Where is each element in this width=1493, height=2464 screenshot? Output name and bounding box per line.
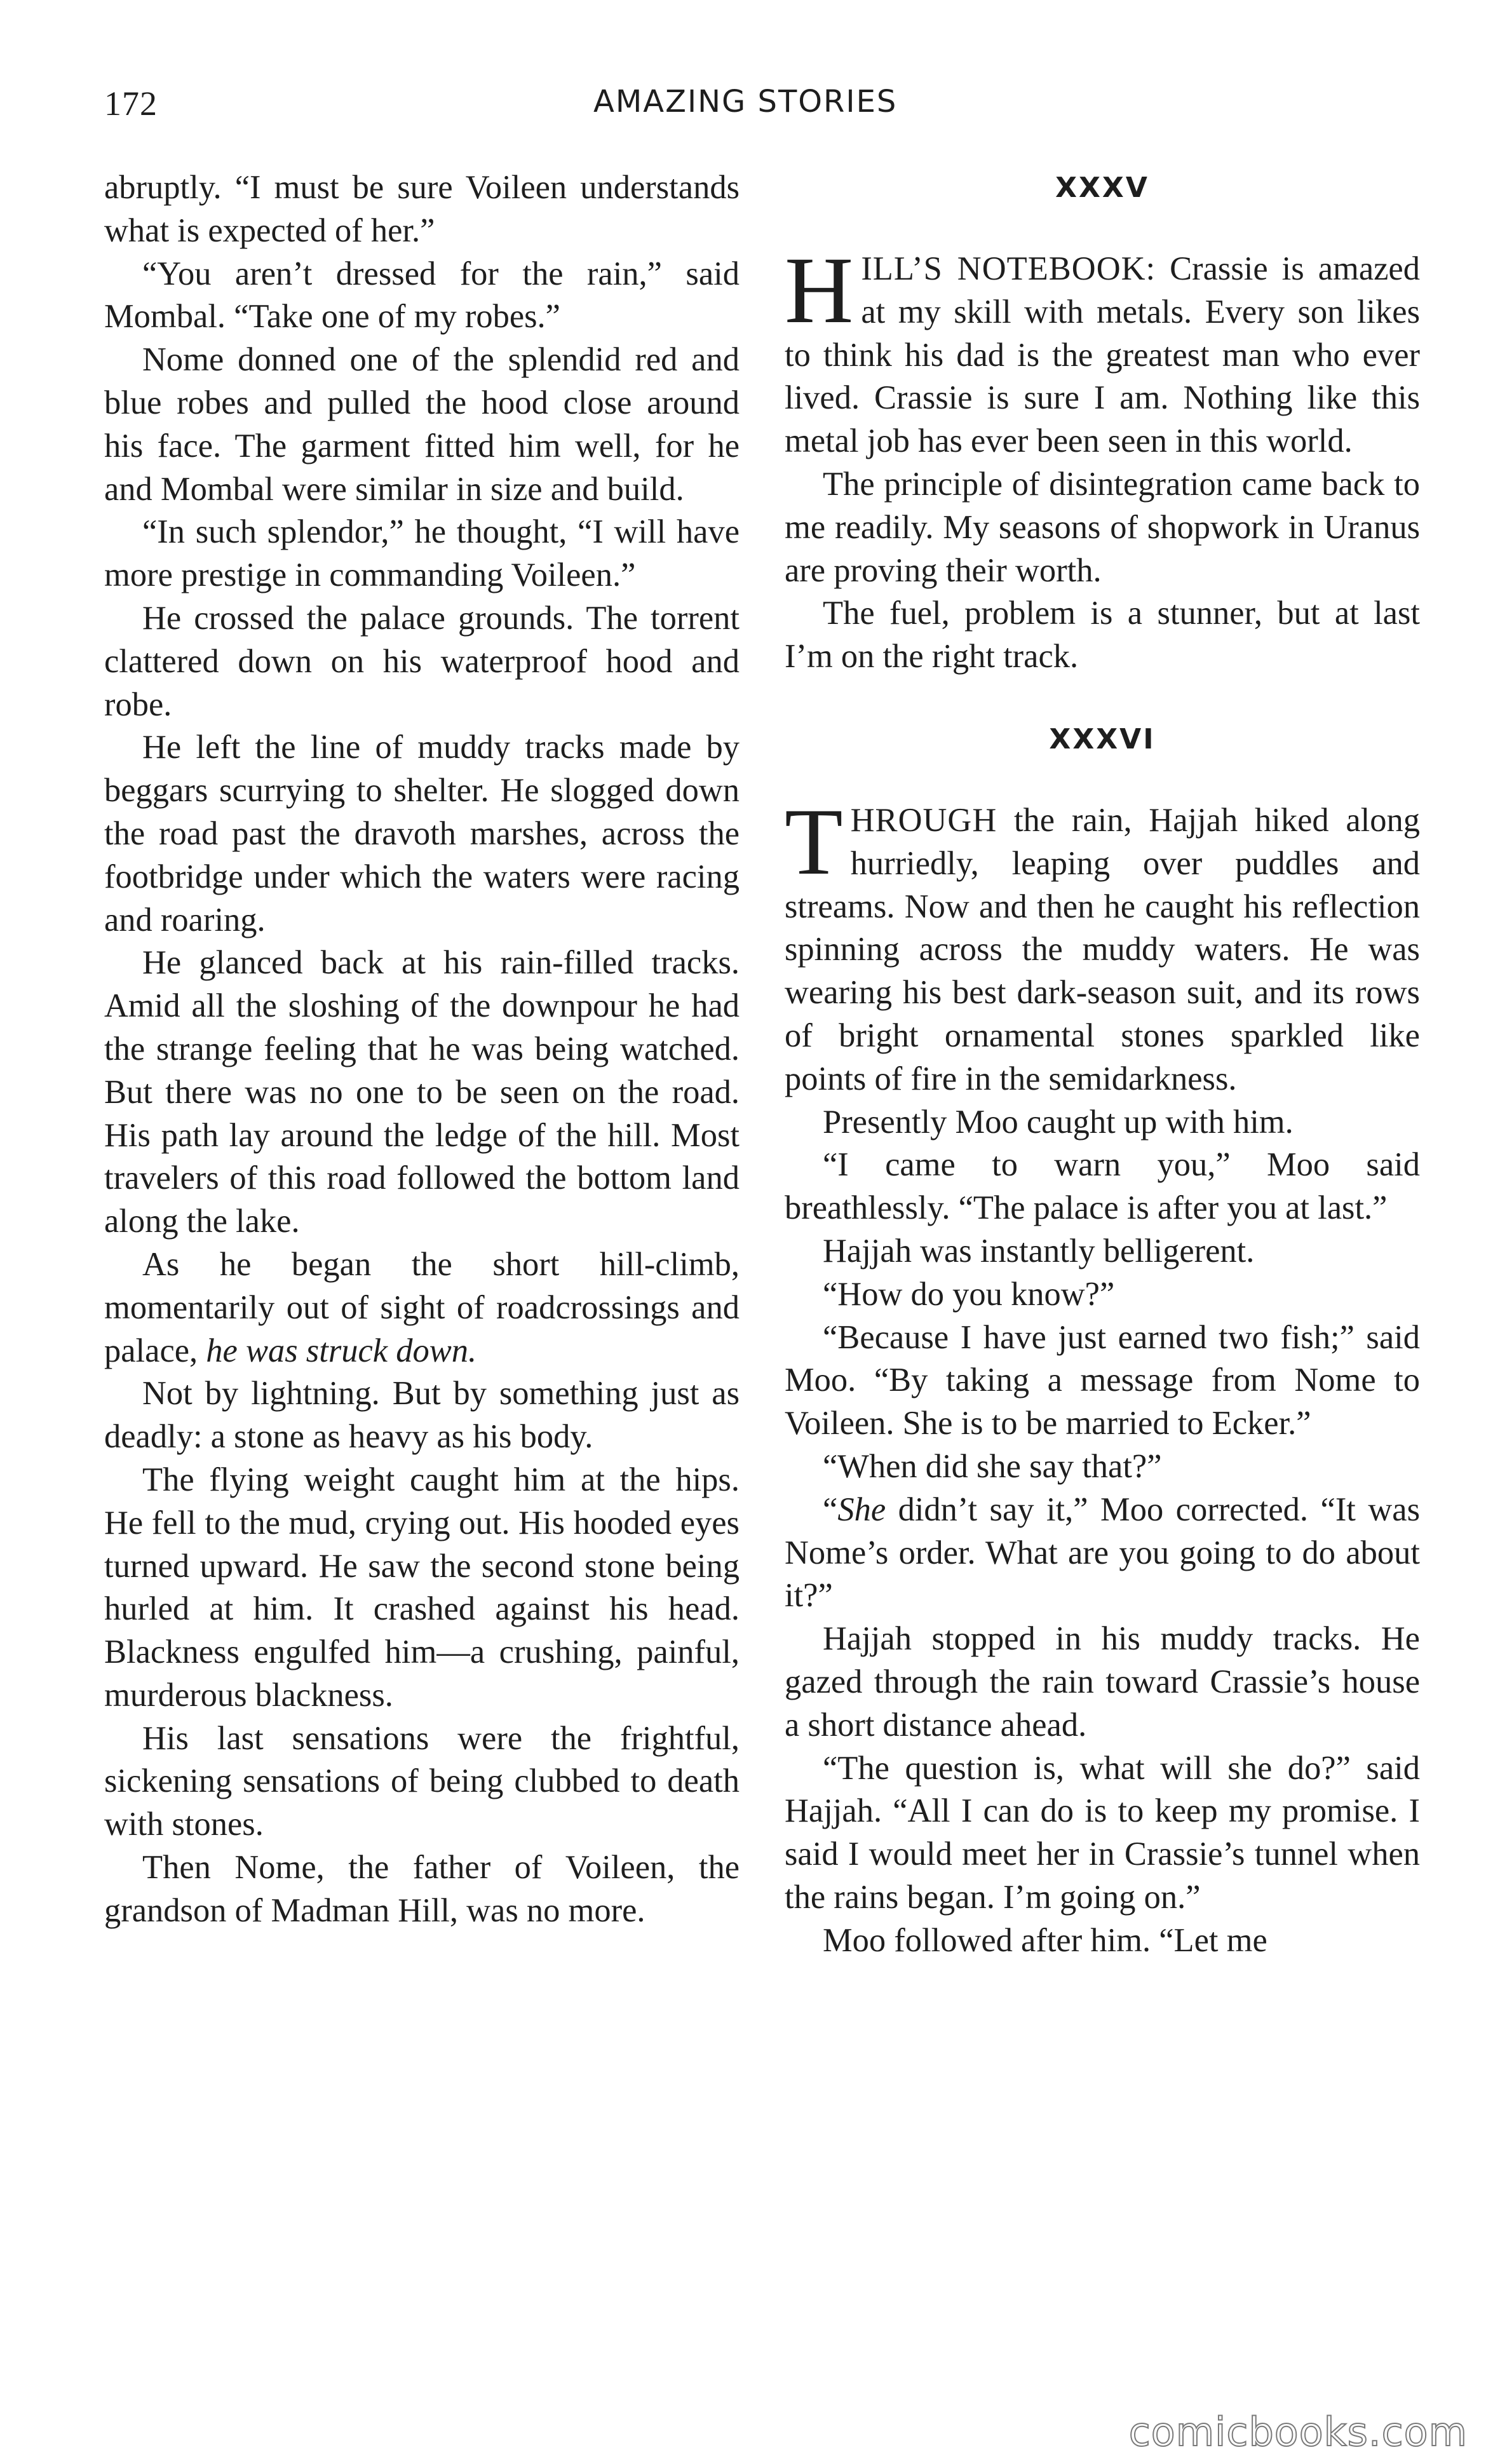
- text-run: the rain, Hajjah hiked along hurriedly, leaping over puddles and streams. Now and then he caught his reflection spinning across the muddy waters. He was wearing his best dark-season suit, and its rows of bright ornamental stones sparkled like points of fire in the semidarkness.: [785, 801, 1420, 1097]
- paragraph: “Because I have just earned two fish;” said Moo. “By taking a message from Nome to Voileen. She is to be married to Ecker.”: [785, 1318, 1420, 1442]
- paragraph: Hajjah stopped in his muddy tracks. He gazed through the rain toward Crassie’s house a short distance ahead.: [785, 1620, 1420, 1743]
- chapter-35-opening: [785, 238, 1420, 463]
- paragraph: He left the line of muddy tracks made by beggars scurrying to shelter. He slogged down the road past the dravoth marshes, across the footbridge under which the waters were racing and roaring.: [104, 729, 740, 938]
- paragraph: Moo followed after him. “Let me: [823, 1921, 1267, 1959]
- text-run: didn’t say it,” Moo corrected. “It was Nome’s order. What are you going to do about it?”: [785, 1491, 1420, 1614]
- drop-cap: T: [785, 789, 843, 895]
- paragraph: Then Nome, the father of Voileen, the grandson of Madman Hill, was no more.: [104, 1849, 740, 1929]
- lead-caps: HROUGH: [850, 801, 997, 839]
- paragraph: The principle of disintegration came back to me readily. My seasons of shopwork in Uranus are proving their worth.: [785, 465, 1420, 589]
- right-column: [785, 166, 1420, 1962]
- paragraph: Hajjah was instantly belligerent.: [823, 1232, 1255, 1269]
- paragraph: He crossed the palace grounds. The torrent clattered down on his waterproof hood and robe.: [104, 599, 740, 723]
- paragraph: “How do you know?”: [823, 1275, 1115, 1313]
- text-run: Crassie is amazed at my skill with metals. Every son likes to think his dad is the greatest man who ever lived. Crassie is sure I am. Nothing like this metal job has ever been seen in this world.: [785, 250, 1420, 460]
- she-paragraph: [785, 1489, 1420, 1618]
- struck-down-paragraph: [104, 1243, 740, 1372]
- paragraph: abruptly. “I must be sure Voileen understands what is expected of her.”: [104, 169, 740, 249]
- page-header: [104, 84, 1419, 135]
- watermark: comicbooks.com: [1128, 2409, 1468, 2455]
- paragraph: “In such splendor,” he thought, “I will have more prestige in commanding Voileen.”: [104, 513, 740, 594]
- paragraph: “The question is, what will she do?” said Hajjah. “All I can do is to keep my promise. I said I would meet her in Crassie’s tunnel when the rains began. I’m going on.”: [785, 1749, 1420, 1916]
- running-head: AMAZING STORIES: [593, 84, 898, 119]
- page-number: 172: [104, 85, 158, 123]
- italic-text: She: [837, 1491, 886, 1528]
- text-run: As he began the short hill-climb, momentarily out of sight of roadcrossings and palace,: [104, 1245, 740, 1369]
- chapter-heading-35: XXXV: [1055, 172, 1149, 204]
- chapter-heading-36: XXXVI: [1049, 722, 1156, 755]
- paragraph: Nome donned one of the splendid red and blue robes and pulled the hood close around his face. The garment fitted him well, for he and Mombal were similar in size and build.: [104, 341, 740, 508]
- chapter-36-opening: [785, 789, 1420, 1101]
- paragraph: Presently Moo caught up with him.: [823, 1103, 1294, 1141]
- paragraph: “When did she say that?”: [823, 1447, 1162, 1485]
- lead-caps: ILL’S NOTEBOOK:: [861, 250, 1156, 287]
- text-run: “: [823, 1491, 838, 1528]
- paragraph: Not by lightning. But by something just as deadly: a stone as heavy as his body.: [104, 1375, 740, 1456]
- paragraph: “You aren’t dressed for the rain,” said Mombal. “Take one of my robes.”: [104, 255, 740, 335]
- paragraph: He glanced back at his rain-filled tracks. Amid all the sloshing of the downpour he had the strange feeling that he was being watched. But there was no one to be seen on the road. His path lay around the ledge of the hill. Most travelers of this road followed the bottom land along the lake.: [104, 944, 740, 1240]
- paragraph: The flying weight caught him at the hips. He fell to the mud, crying out. His hooded eyes turned upward. He saw the second stone being hurled at him. It crashed against his head. Blackness engulfed him—a crushing, painful, murderous blackness.: [104, 1461, 740, 1714]
- left-column: [104, 166, 740, 1933]
- paragraph: The fuel, problem is a stunner, but at last I’m on the right track.: [785, 595, 1420, 675]
- paragraph: His last sensations were the frightful, sickening sensations of being clubbed to death with stones.: [104, 1719, 740, 1843]
- drop-cap: H: [785, 238, 854, 343]
- paragraph: “I came to warn you,” Moo said breathlessly. “The palace is after you at last.”: [785, 1146, 1420, 1227]
- italic-text: he was struck down.: [206, 1332, 477, 1369]
